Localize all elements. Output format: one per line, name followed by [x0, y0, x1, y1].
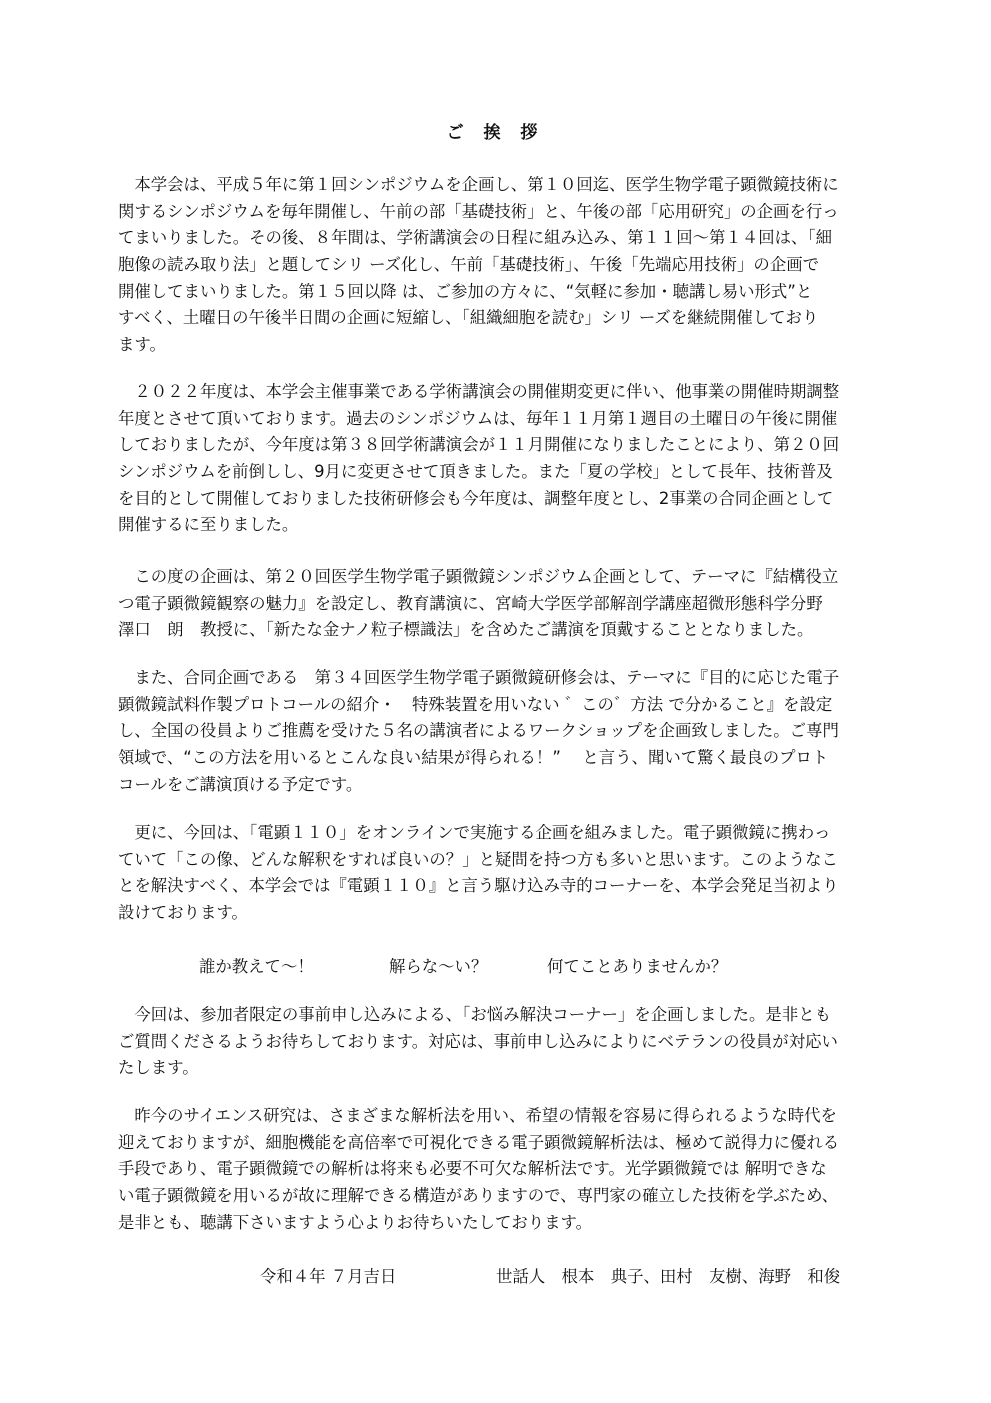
text-line: 顕微鏡試料作製プロトコールの紹介・ 特殊装置を用いない ゛この゛方法 で分かること』を設定	[118, 694, 833, 714]
text-line: 開催してまいりました。第１５回以降 は、ご参加の方々に、“気軽に参加・聴講し易い形式”と	[118, 281, 813, 301]
text-line: すべく、土曜日の午後半日間の企画に短縮し、「組織細胞を読む」シリ ーズを継続開催しており	[118, 308, 819, 328]
text-line: 手段であり、電子顕微鏡での解析は将来も必要不可欠な解析法です。光学顕微鏡では 解明できな	[118, 1159, 827, 1179]
text-line: い電子顕微鏡を用いるが故に理解できる構造がありますので、専門家の確立した技術を学ぶため、	[118, 1186, 839, 1206]
text-line: 関するシンポジウムを毎年開催し、午前の部「基礎技術」と、午後の部「応用研究」の企画を行っ	[118, 201, 839, 221]
signature-date: 令和４年 ７月吉日	[260, 1267, 397, 1286]
text-line: コールをご講演頂ける予定です。	[118, 774, 363, 794]
text-line: 是非とも、聴講下さいますよう心よりお待ちいたしております。	[118, 1212, 593, 1232]
document-title: ご 挨 拶	[446, 123, 545, 143]
text-line: 本学会は、平成５年に第１回シンポジウムを企画し、第１０回迄、医学生物学電子顕微鏡技術に	[118, 175, 839, 194]
text-line: シンポジウムを前倒しし、9月に変更させて頂きました。また「夏の学校」として長年、技術普及	[118, 462, 833, 482]
text-line: 年度とさせて頂いております。過去のシンポジウムは、毎年１１月第１週目の土曜日の午後に開催	[118, 408, 838, 428]
text-line: 澤口 朗 教授に、「新たな金ナノ粒子標識法」を含めたご講演を頂戴することとなりました。	[118, 620, 814, 640]
text-line: 領域で、“この方法を用いるとこんな良い結果が得られる！” と言う、聞いて驚く最良のプロト	[118, 748, 829, 768]
text-line: 迎えておりますが、細胞機能を高倍率で可視化できる電子顕微鏡解析法は、極めて説得力に優れる	[118, 1132, 840, 1152]
text-line: ご質問くださるようお待ちしております。対応は、事前申し込みによりにベテランの役員が対応い	[118, 1031, 838, 1051]
text-line: たします。	[118, 1058, 199, 1078]
text-line: 開催するに至りました。	[118, 515, 299, 535]
text-line: 胞像の読み取り法」と題してシリ ーズ化し、午前「基礎技術」、午後「先端応用技術」の企画で	[118, 255, 819, 275]
paragraph-consultation	[118, 1002, 898, 1082]
paragraph-history	[118, 172, 898, 359]
text-line: し、全国の役員よりご推薦を受けた５名の講演者によるワークショップを企画致しました。ご専門	[118, 721, 839, 741]
paragraph-2022-schedule	[118, 379, 898, 539]
paragraph-closing	[118, 1103, 898, 1236]
paragraph-workshop	[118, 665, 898, 798]
text-line: を目的として開催しておりました技術研修会も今年度は、調整年度とし、2事業の合同企画として	[118, 488, 834, 508]
question-2: 解らな～い？	[389, 957, 488, 976]
text-line: しておりましたが、今年度は第３８回学術講演会が１１月開催になりましたことにより、第２０回	[118, 435, 840, 455]
signature-organizers: 世話人 根本 典子、田村 友樹、海野 和俊	[496, 1267, 841, 1286]
text-line: ていて「この像、どんな解釈をすれば良いの？」と疑問を持つ方も多いと思います。このようなこ	[118, 849, 838, 869]
text-line: また、合同企画である 第３４回医学生物学電子顕微鏡研修会は、テーマに『目的に応じた電子	[118, 668, 840, 687]
text-line: ます。	[118, 335, 166, 355]
text-line: 設けております。	[118, 903, 248, 923]
paragraph-denken-110	[118, 820, 898, 927]
question-3: 何てことありませんか？	[547, 957, 728, 976]
text-line: つ電子顕微鏡観察の魅力』を設定し、教育講演に、宮崎大学医学部解剖学講座超微形態科学分野	[118, 593, 823, 613]
text-line: てまいりました。その後、８年間は、学術講演会の日程に組み込み、第１１回～第１４回は、「細	[118, 228, 832, 248]
question-1: 誰か教えて～！	[199, 957, 314, 976]
text-line: 昨今のサイエンス研究は、さまざまな解析法を用い、希望の情報を容易に得られるような時代を	[118, 1106, 837, 1125]
text-line: とを解決すべく、本学会では『電顕１１０』と言う駆け込み寺的コーナーを、本学会発足当初より	[118, 876, 839, 896]
text-line: 更に、今回は、「電顕１１０」をオンラインで実施する企画を組みました。電子顕微鏡に携わっ	[118, 823, 831, 842]
text-line: ２０２２年度は、本学会主催事業である学術講演会の開催期変更に伴い、他事業の開催時期調整	[118, 382, 840, 401]
paragraph-symposium-theme	[118, 564, 898, 644]
text-line: 今回は、参加者限定の事前申し込みによる、「お悩み解決コーナー」を企画しました。是非とも	[118, 1005, 831, 1024]
text-line: この度の企画は、第２０回医学生物学電子顕微鏡シンポジウム企画として、テーマに『結構役立	[118, 567, 839, 586]
